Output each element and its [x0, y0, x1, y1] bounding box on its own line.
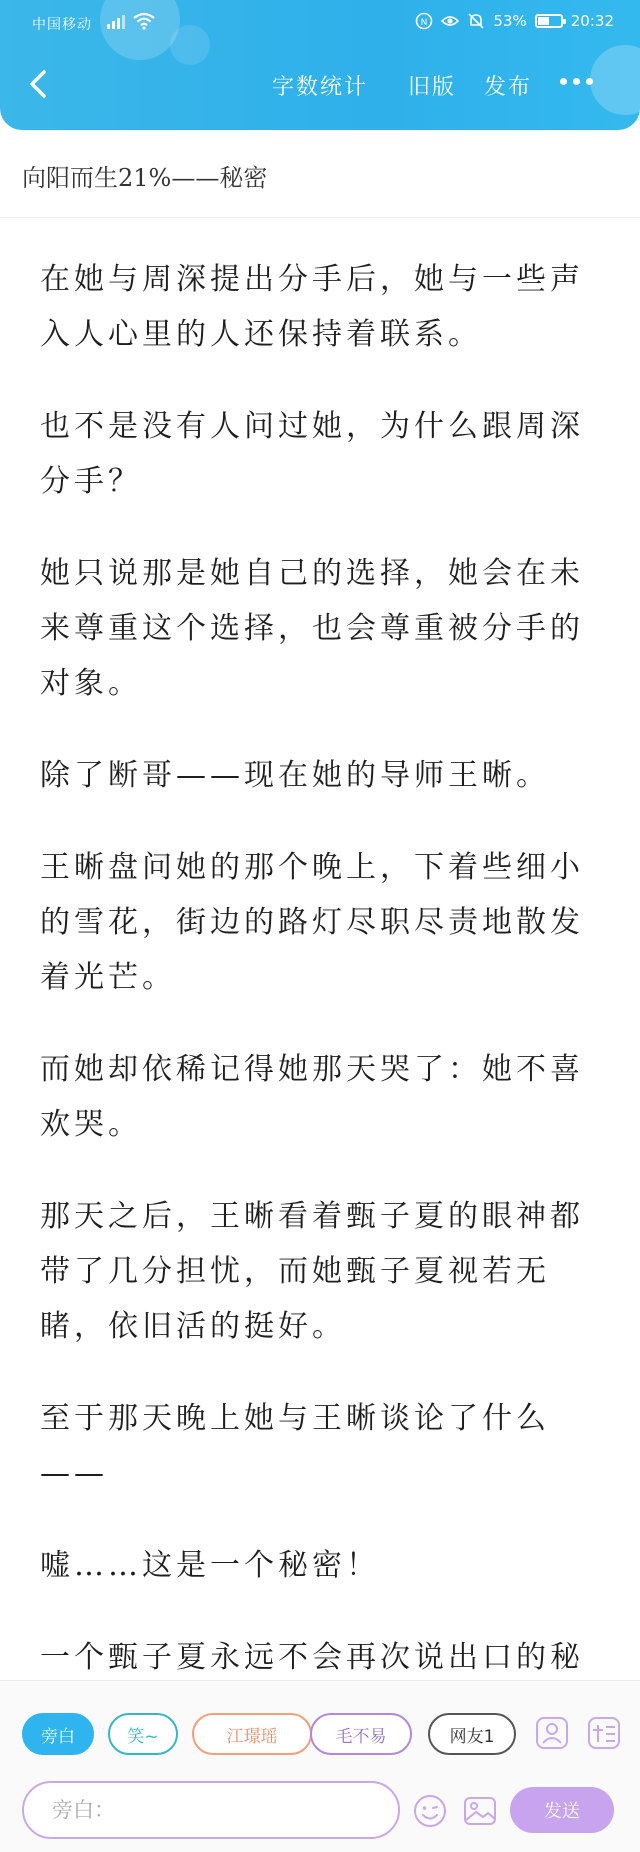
- clock: 20:32: [570, 12, 614, 30]
- role-chip-netizen[interactable]: 网友1: [428, 1713, 516, 1755]
- story-content: [40, 252, 600, 1777]
- battery-percent: 53%: [493, 12, 527, 30]
- signal-icon: [106, 12, 130, 30]
- eye-icon: [441, 12, 459, 30]
- tag-icon[interactable]: [586, 1715, 622, 1751]
- send-button[interactable]: 发送: [510, 1787, 614, 1833]
- publish-button[interactable]: 发布: [484, 75, 533, 100]
- paragraph: 那天之后，王晰看着甄子夏的眼神都带了几分担忧，而她甄子夏视若无睹，依旧活的挺好。: [40, 1199, 584, 1344]
- chapter-title-bar: [0, 140, 640, 218]
- paragraph: 除了断哥——现在她的导师王晰。: [40, 758, 550, 793]
- chapter-title[interactable]: 向阳而生21%——秘密: [22, 164, 268, 192]
- paragraph: 一个甄子夏永远不会再次说出口的秘: [40, 1640, 584, 1675]
- app-header: [0, 0, 640, 130]
- role-chip-xiao[interactable]: 笑~: [108, 1713, 178, 1755]
- status-bar: [0, 0, 640, 48]
- role-chip-jiang[interactable]: 江璟瑶: [192, 1713, 312, 1755]
- nfc-icon: [415, 12, 433, 30]
- emoji-icon[interactable]: [412, 1793, 448, 1829]
- paragraph: 而她却依稀记得她那天哭了：她不喜欢哭。: [40, 1052, 584, 1142]
- word-count-button[interactable]: 字数统计: [272, 75, 369, 100]
- paragraph: 她只说那是她自己的选择，她会在未来尊重这个选择，也会尊重被分手的对象。: [40, 556, 584, 701]
- battery-fill: [538, 17, 550, 25]
- image-icon[interactable]: [462, 1793, 498, 1829]
- message-input[interactable]: 旁白：: [22, 1781, 400, 1839]
- svg-text:N: N: [421, 18, 428, 28]
- old-version-button[interactable]: 旧版: [408, 75, 457, 100]
- status-right-group: [415, 12, 614, 30]
- battery-icon: [535, 14, 563, 28]
- wifi-icon: [132, 12, 156, 30]
- role-chip-narration[interactable]: 旁白: [22, 1713, 94, 1755]
- paragraph: 王晰盘问她的那个晚上，下着些细小的雪花，街边的路灯尽职尽责地散发着光芒。: [40, 850, 584, 995]
- toolbar: [0, 48, 640, 130]
- mute-bell-icon: [467, 12, 485, 30]
- paragraph: 嘘……这是一个秘密！: [40, 1548, 380, 1583]
- role-chip-mao[interactable]: 毛不易: [310, 1713, 412, 1755]
- input-panel: [0, 1680, 640, 1852]
- paragraph: 至于那天晚上她与王晰谈论了什么——: [40, 1401, 550, 1491]
- paragraph: 也不是没有人问过她，为什么跟周深分手？: [40, 409, 584, 499]
- back-arrow-icon[interactable]: [20, 64, 60, 104]
- paragraph: 在她与周深提出分手后，她与一些声入人心里的人还保持着联系。: [40, 262, 584, 352]
- carrier-label: 中国移动: [32, 17, 92, 33]
- role-manage-icon[interactable]: [534, 1715, 570, 1751]
- more-options-icon[interactable]: [560, 78, 593, 85]
